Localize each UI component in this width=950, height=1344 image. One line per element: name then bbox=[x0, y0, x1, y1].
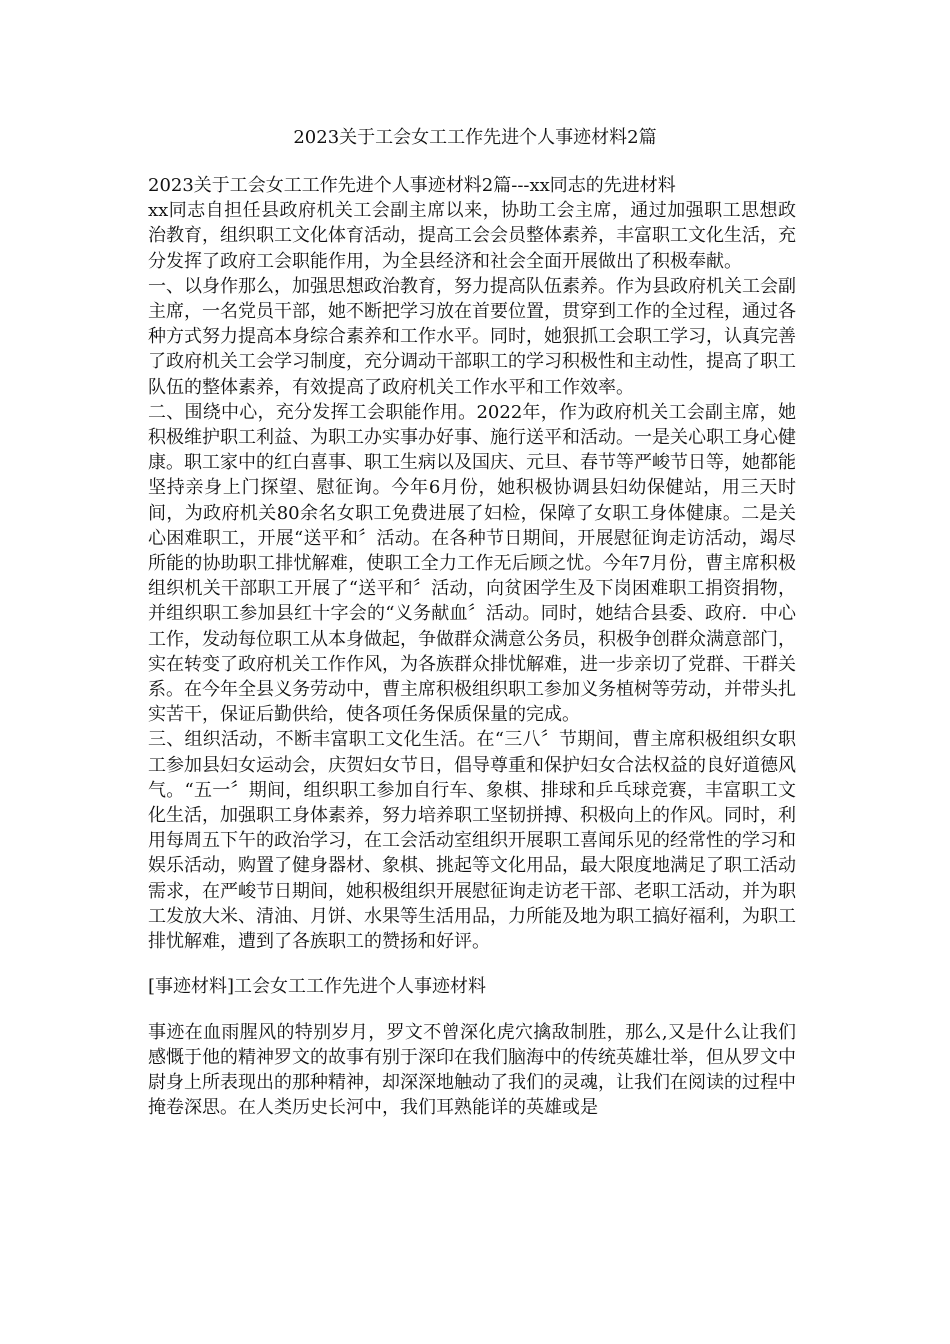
subtitle-paragraph: 2023关于工会女工工作先进个人事迹材料2篇---xx同志的先进材料 bbox=[148, 175, 676, 196]
second-article-paragraph: 事迹在血雨腥风的特别岁月，罗文不曾深化虎穴擒敌制胜，那么,又是什么让我们感慨于他的精神罗文的故事有别于深印在我们脑海中的传统英雄壮举，但从罗文中尉身上所表现出的那种精神，却深深地触动了我们的灵魂，让我们在阅读的过程中掩卷深思。在人类历史长河中，我们耳熟能详的英雄或是 bbox=[148, 1021, 796, 1119]
intro-paragraph: xx同志自担任县政府机关工会副主席以来，协助工会主席，通过加强职工思想政治教育，组织职工文化体育活动，提高工会会员整体素养，丰富职工文化生活，充分发挥了政府工会职能作用，为全县经济和社会全面开展做出了积极奉献。 bbox=[148, 200, 796, 272]
second-article-heading: [事迹材料]工会女工工作先进个人事迹材料 bbox=[148, 976, 487, 998]
section-two-paragraph: 二、围绕中心，充分发挥工会职能作用。2022年，作为政府机关工会副主席，她积极维护职工利益、为职工办实事办好事、施行送平和活动。一是关心职工身心健康。职工家中的红白喜事、职工生病以及国庆、元旦、春节等严峻节日等，她都能坚持亲身上门探望、慰征询。今年6月份，她积极协调县妇幼保健站，用三天时间，为政府机关80余名女职工免费进展了妇检，保障了女职工身体健康。二是关心困难职工，开展“送平和〞活动。在各种节日期间，开展慰征询走访活动，竭尽所能的协助职工排忧解难，使职工全力工作无后顾之忧。今年7月份，曹主席积极组织机关干部职工开展了“送平和〞活动，向贫困学生及下岗困难职工捐资捐物，并组织职工参加县红十字会的“义务献血〞活动。同时，她结合县委、政府．中心工作，发动每位职工从本身做起，争做群众满意公务员，积极争创群众满意部门，实在转变了政府机关工作作风，为各族群众排忧解难，进一步亲切了党群、干群关系。在今年全县义务劳动中，曹主席积极组织职工参加义务植树等劳动，并带头扎实苦干，保证后勤供给，使各项任务保质保量的完成。 bbox=[148, 401, 796, 726]
document-title: 2023关于工会女工工作先进个人事迹材料2篇 bbox=[293, 127, 657, 148]
document-body bbox=[148, 173, 796, 1120]
section-one-paragraph: 一、以身作那么，加强思想政治教育，努力提高队伍素养。作为县政府机关工会副主席，一名党员干部，她不断把学习放在首要位置，贯穿到工作的全过程，通过各种方式努力提高本身综合素养和工作水平。同时，她狠抓工会职工学习，认真完善了政府机关工会学习制度，充分调动干部职工的学习积极性和主动性，提高了职工队伍的整体素养，有效提高了政府机关工作水平和工作效率。 bbox=[148, 275, 796, 398]
section-three-paragraph: 三、组织活动，不断丰富职工文化生活。在“三八〞节期间，曹主席积极组织女职工参加县妇女运动会，庆贺妇女节日，倡导尊重和保护妇女合法权益的良好道德风气。“五一〞期间，组织职工参加自行车、象棋、排球和乒乓球竞赛，丰富职工文化生活，加强职工身体素养，努力培养职工坚韧拼搏、积极向上的作风。同时，利用每周五下午的政治学习，在工会活动室组织开展职工喜闻乐见的经常性的学习和娱乐活动，购置了健身器材、象棋、挑起等文化用品，最大限度地满足了职工活动需求，在严峻节日期间，她积极组织开展慰征询走访老干部、老职工活动，并为职工发放大米、清油、月饼、水果等生活用品，力所能及地为职工搞好福利，为职工排忧解难，遭到了各族职工的赞扬和好评。 bbox=[148, 729, 796, 953]
